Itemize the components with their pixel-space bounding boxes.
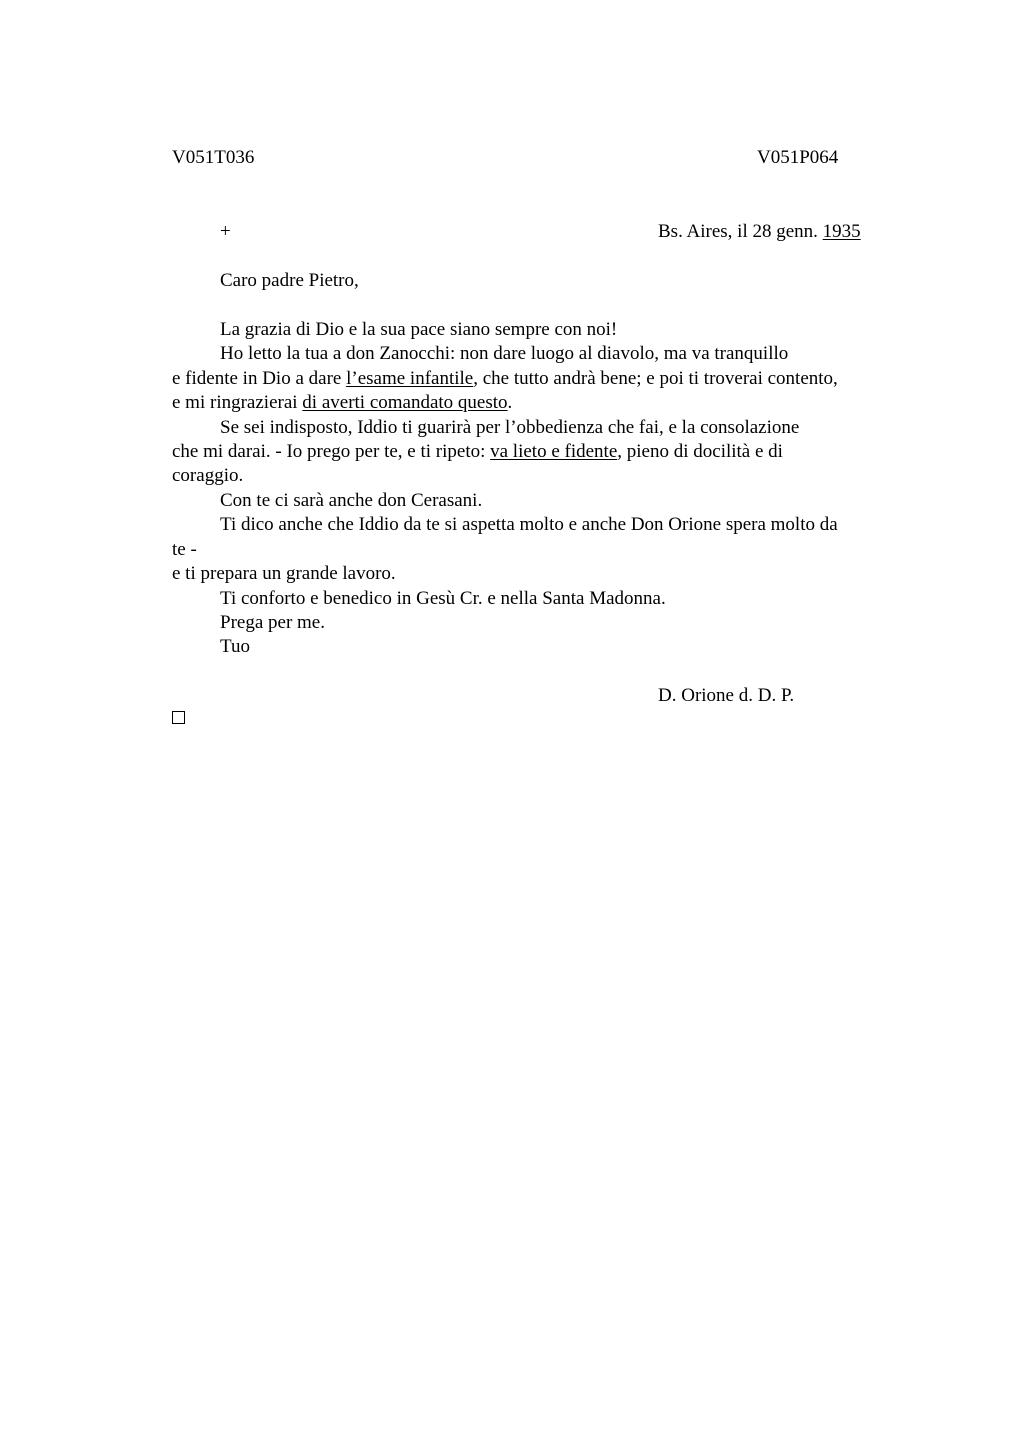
year: 1935	[822, 221, 861, 242]
place-date	[658, 220, 861, 244]
line-4	[172, 391, 512, 415]
line-4-underlined: di averti comandato questo	[302, 392, 508, 413]
line-8: Con te ci sarà anche don Cerasani.	[220, 490, 483, 511]
left-code: V051T036	[172, 147, 255, 168]
line-2: Ho letto la tua a don Zanocchi: non dare luogo al diavolo, ma va tranquillo	[220, 343, 789, 364]
salutation: Caro padre Pietro,	[220, 270, 359, 291]
line-10: te -	[172, 539, 197, 560]
line-3-underlined: l’esame infantile	[346, 368, 474, 389]
cross-mark: +	[220, 221, 231, 242]
line-6-a: che mi darai. - Io prego per te, e ti ripeto:	[172, 441, 491, 462]
line-1: La grazia di Dio e la sua pace siano sempre con noi!	[220, 319, 618, 340]
line-3-b: , che tutto andrà bene; e poi ti troverai contento,	[473, 368, 838, 389]
signature: D. Orione d. D. P.	[658, 685, 795, 706]
line-3-a: e fidente in Dio a dare	[172, 368, 347, 389]
line-4-b: .	[507, 392, 513, 413]
line-6	[172, 440, 783, 464]
line-3	[172, 367, 838, 391]
line-7: coraggio.	[172, 465, 244, 486]
line-12: Ti conforto e benedico in Gesù Cr. e nella Santa Madonna.	[220, 588, 666, 609]
line-5: Se sei indisposto, Iddio ti guarirà per l’obbedienza che fai, e la consolazione	[220, 417, 800, 438]
place-date-prefix: Bs. Aires, il 28 genn.	[658, 221, 823, 242]
line-4-a: e mi ringrazierai	[172, 392, 303, 413]
line-6-b: , pieno di docilità e di	[617, 441, 783, 462]
line-11: e ti prepara un grande lavoro.	[172, 563, 396, 584]
empty-square-icon	[172, 711, 185, 724]
line-14: Tuo	[220, 636, 250, 657]
line-13: Prega per me.	[220, 612, 325, 633]
right-code: V051P064	[757, 147, 839, 168]
line-9: Ti dico anche che Iddio da te si aspetta molto e anche Don Orione spera molto da	[220, 514, 838, 535]
line-6-underlined: va lieto e fidente	[490, 441, 618, 462]
